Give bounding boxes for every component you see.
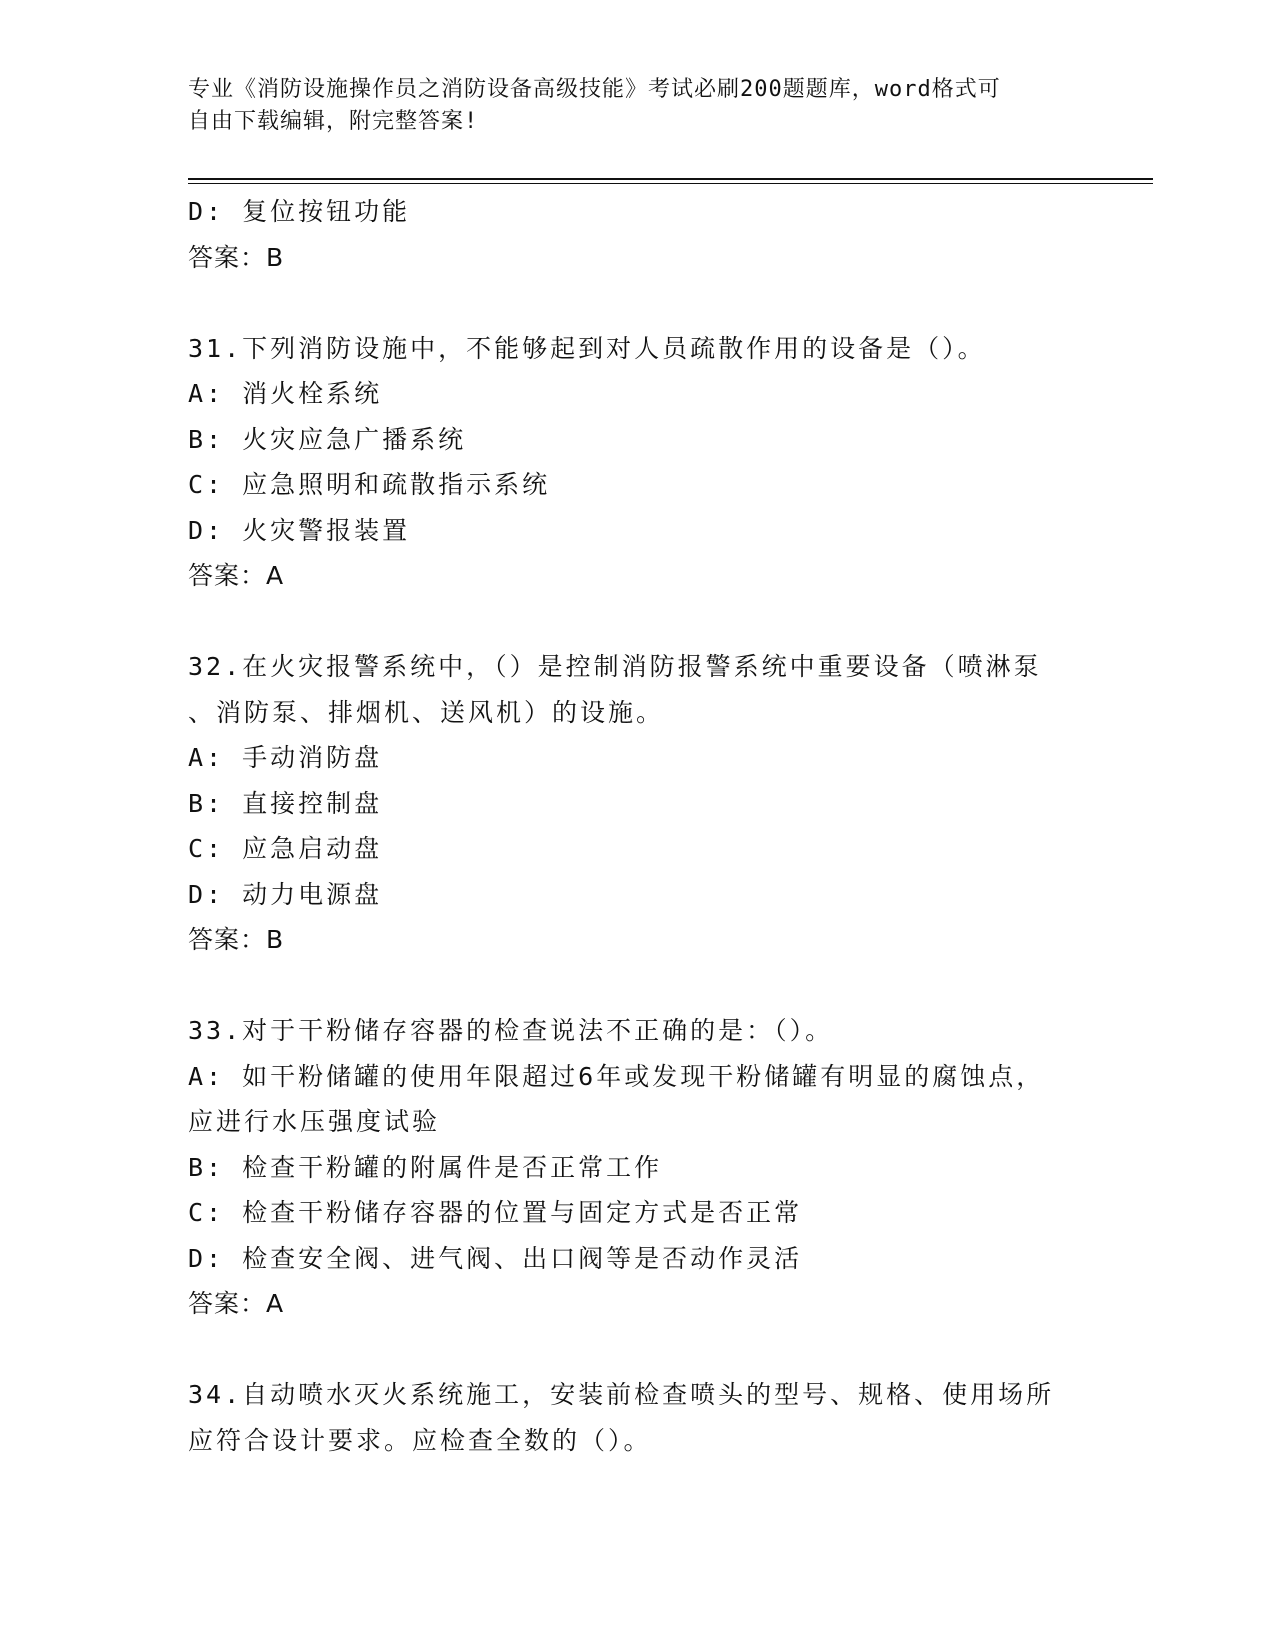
option-a: A: 手动消防盘: [188, 743, 383, 772]
header-rule-thick: [188, 178, 1153, 180]
header-line-1: 专业《消防设施操作员之消防设备高级技能》考试必刷200题题库，word格式可: [188, 77, 1001, 102]
spacer: [188, 599, 1088, 645]
answer: 答案：A: [188, 1289, 285, 1318]
option-b: B: 检查干粉罐的附属件是否正常工作: [188, 1152, 663, 1182]
question-stem: 31.下列消防设施中，不能够起到对人员疏散作用的设备是（）。: [188, 333, 986, 363]
question-list: [188, 189, 1088, 1463]
carry-option-d: D: 复位按钮功能: [188, 197, 411, 226]
question-stem-continued: 、消防泵、排烟机、送风机）的设施。: [188, 697, 665, 727]
question-31: [188, 326, 1088, 599]
option-b: B: 直接控制盘: [188, 788, 383, 818]
question-stem-continued: 应符合设计要求。应检查全数的（）。: [188, 1425, 652, 1455]
question-33: [188, 1008, 1088, 1327]
question-stem: 34.自动喷水灭火系统施工，安装前检查喷头的型号、规格、使用场所: [188, 1380, 1055, 1409]
page-header: [188, 74, 1068, 138]
option-a: A: 如干粉储罐的使用年限超过6年或发现干粉储罐有明显的腐蚀点，: [188, 1061, 1045, 1091]
header-line-2: 自由下载编辑，附完整答案!: [188, 109, 479, 134]
question-34: [188, 1372, 1088, 1463]
option-d: D: 检查安全阀、进气阀、出口阀等是否动作灵活: [188, 1243, 803, 1273]
answer: 答案：B: [188, 925, 285, 954]
option-d: D: 火灾警报装置: [188, 515, 411, 545]
spacer: [188, 963, 1088, 1009]
option-a-continued: 应进行水压强度试验: [188, 1107, 441, 1136]
question-stem: 32.在火灾报警系统中，（）是控制消防报警系统中重要设备（喷淋泵: [188, 652, 1042, 681]
option-d: D: 动力电源盘: [188, 879, 383, 909]
option-b: B: 火灾应急广播系统: [188, 424, 467, 454]
question-32: [188, 644, 1088, 963]
carry-answer: 答案：B: [188, 242, 285, 272]
spacer: [188, 280, 1088, 326]
header-rule-thin: [188, 183, 1153, 184]
question-stem: 33.对于干粉储存容器的检查说法不正确的是：（）。: [188, 1016, 834, 1045]
option-a: A: 消火栓系统: [188, 379, 383, 408]
spacer: [188, 1327, 1088, 1373]
option-c: C: 应急启动盘: [188, 834, 383, 863]
option-c: C: 应急照明和疏散指示系统: [188, 470, 551, 499]
option-c: C: 检查干粉储存容器的位置与固定方式是否正常: [188, 1198, 803, 1227]
answer: 答案：A: [188, 561, 285, 590]
